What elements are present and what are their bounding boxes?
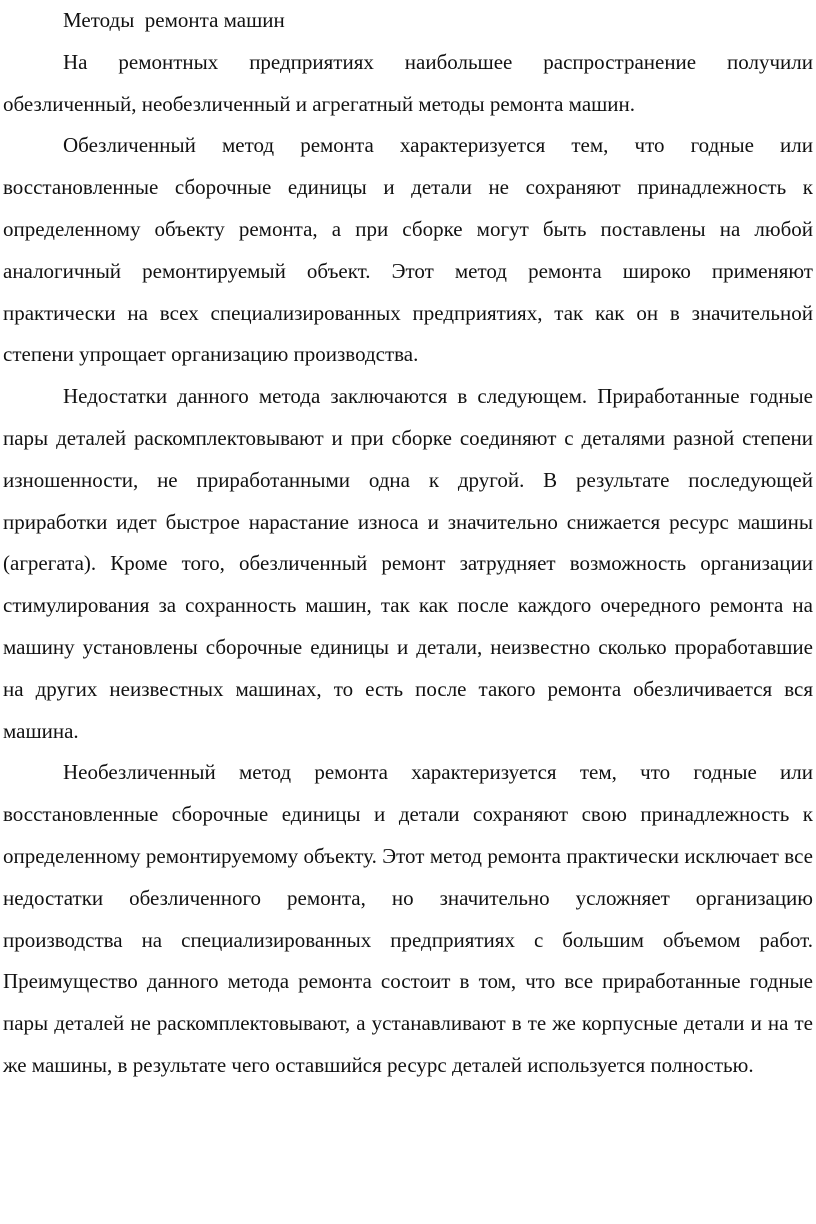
paragraph-non-impersonal-method: Необезличенный метод ремонта характеризуется тем, что годные или восстановленные сборочные единицы и детали сохраняют свою принадлежность к определенному ремонтируемому объекту. Этот метод ремонта практически исключает все недостатки обезличенного ремонта, но значительно усложняет организацию производства на специализированных предприятиях с большим объемом работ. Преимущество данного метода ремонта состоит в том, что все приработанные годные пары деталей не раскомплектовывают, а устанавливают в те же корпусные детали и на те же машины, в результате чего оставшийся ресурс деталей используется полностью. [3, 760, 813, 1077]
paragraph-disadvantages: Недостатки данного метода заключаются в следующем. Приработанные годные пары деталей раскомплектовывают и при сборке соединяют с деталями разной степени изношенности, не приработанными одна к другой. В результате последующей приработки идет быстрое нарастание износа и значительно снижается ресурс машины (агрегата). Кроме того, обезличенный ремонт затрудняет возможность организации стимулирования за сохранность машин, так как после каждого очередного ремонта на машину установлены сборочные единицы и детали, неизвестно сколько проработавшие на других неизвестных машинах, то есть после такого ремонта обезличивается вся машина. [3, 384, 813, 743]
paragraph-intro: На ремонтных предприятиях наибольшее распространение получили обезличенный, необезличенный и агрегатный методы ремонта машин. [3, 49, 813, 116]
page-title: Методы ремонта машин [63, 8, 285, 32]
document-page [3, 0, 813, 1087]
paragraph-impersonal-method: Обезличенный метод ремонта характеризуется тем, что годные или восстановленные сборочные единицы и детали не сохраняют принадлежность к определенному объекту ремонта, а при сборке могут быть поставлены на любой аналогичный ремонтируемый объект. Этот метод ремонта широко применяют практически на всех специализированных предприятиях, так как он в значительной степени упрощает организацию производства. [3, 133, 813, 367]
